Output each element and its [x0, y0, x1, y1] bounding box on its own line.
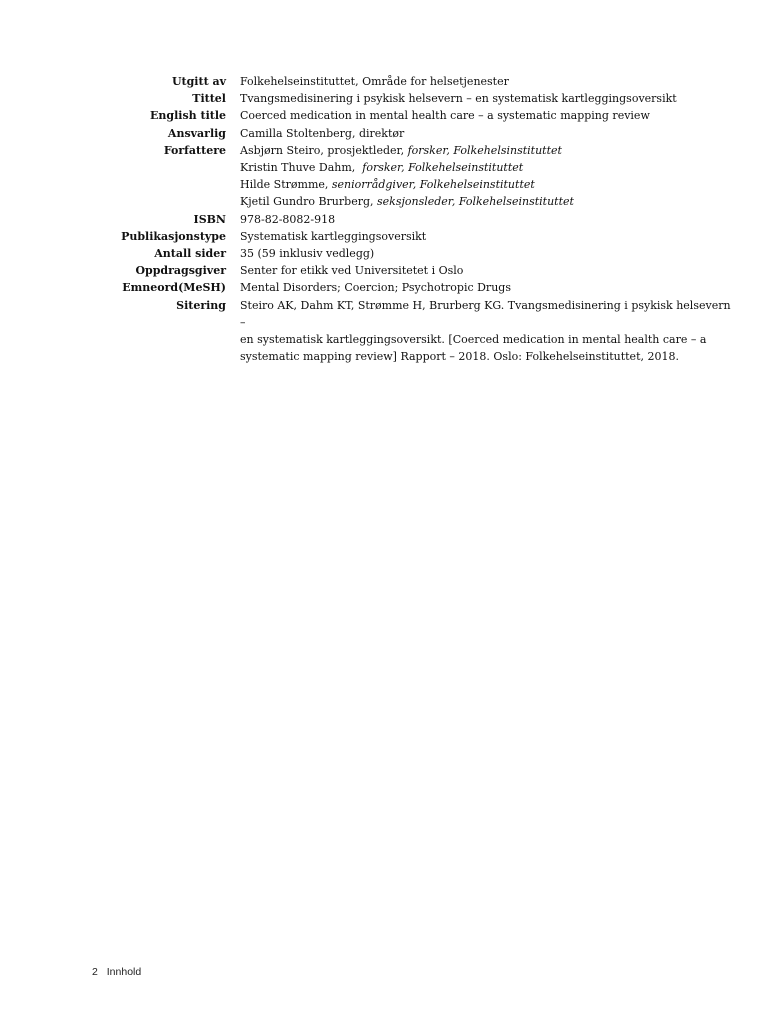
page-number: 2: [92, 966, 98, 978]
author-name: Kjetil Gundro Brurberg,: [240, 195, 374, 209]
value-emneord: Mental Disorders; Coercion; Psychotropic Drugs: [240, 281, 511, 295]
citation-line: en systematisk kartleggingsoversikt. [Coerced medication in mental health care – a: [240, 333, 707, 347]
row-isbn: [96, 211, 746, 228]
label-isbn: ISBN: [193, 212, 226, 226]
citation-line: Steiro AK, Dahm KT, Strømme H, Brurberg KG. Tvangsmedisinering i psykisk helsevern –: [240, 298, 731, 329]
author-role: seniorrådgiver, Folkehelseinstituttet: [331, 178, 535, 192]
label-ansvarlig: Ansvarlig: [167, 126, 226, 140]
value-ansvarlig: Camilla Stoltenberg, direktør: [240, 126, 405, 140]
author-name: Asbjørn Steiro, prosjektleder,: [240, 143, 405, 157]
row-publikasjonstype: [96, 228, 746, 245]
page-footer: [92, 966, 141, 978]
row-sitering: [96, 297, 746, 366]
value-antall-sider: 35 (59 inklusiv vedlegg): [240, 247, 375, 261]
row-emneord: [96, 279, 746, 296]
label-utgitt-av: Utgitt av: [171, 75, 226, 88]
author-role: forsker, Folkehelseinstituttet: [362, 161, 524, 175]
value-forfattere: [240, 142, 737, 211]
row-english-title: [96, 107, 746, 124]
value-english-title: Coerced medication in mental health care – a systematic mapping review: [240, 109, 650, 123]
label-forfattere: Forfattere: [163, 143, 226, 157]
row-forfattere: [96, 142, 746, 211]
label-emneord: Emneord(MeSH): [122, 281, 226, 295]
row-oppdragsgiver: [96, 262, 746, 279]
author-line: [240, 193, 737, 210]
label-english-title: English title: [150, 109, 226, 123]
footer-section-label: Innhold: [106, 966, 142, 978]
author-role: seksjonsleder, Folkehelseinstituttet: [377, 195, 574, 209]
value-isbn: 978-82-8082-918: [240, 212, 336, 226]
author-role: forsker, Folkehelsinstituttet: [407, 143, 562, 157]
row-utgitt-av: [96, 73, 746, 90]
author-line: [240, 159, 737, 176]
label-tittel: Tittel: [192, 92, 226, 106]
value-oppdragsgiver: Senter for etikk ved Universitetet i Oslo: [240, 264, 464, 278]
label-antall-sider: Antall sider: [154, 247, 226, 261]
row-ansvarlig: [96, 125, 746, 142]
label-sitering: Sitering: [176, 298, 226, 312]
value-tittel: Tvangsmedisinering i psykisk helsevern – en systematisk kartleggingsoversikt: [240, 92, 677, 106]
author-name: Hilde Strømme,: [240, 178, 329, 192]
author-name: Kristin Thuve Dahm,: [240, 161, 356, 175]
author-line: [240, 142, 737, 159]
label-publikasjonstype: Publikasjonstype: [121, 229, 226, 243]
citation-line: systematic mapping review] Rapport – 2018. Oslo: Folkehelseinstituttet, 2018.: [240, 350, 679, 364]
row-antall-sider: [96, 245, 746, 262]
row-tittel: [96, 90, 746, 107]
value-publikasjonstype: Systematisk kartleggingsoversikt: [240, 229, 427, 243]
label-oppdragsgiver: Oppdragsgiver: [135, 264, 226, 278]
value-utgitt-av: Folkehelseinstituttet, Område for helsetjenester: [240, 75, 509, 88]
publication-metadata-table: [96, 73, 746, 365]
author-line: [240, 176, 737, 193]
value-sitering: [240, 297, 737, 366]
